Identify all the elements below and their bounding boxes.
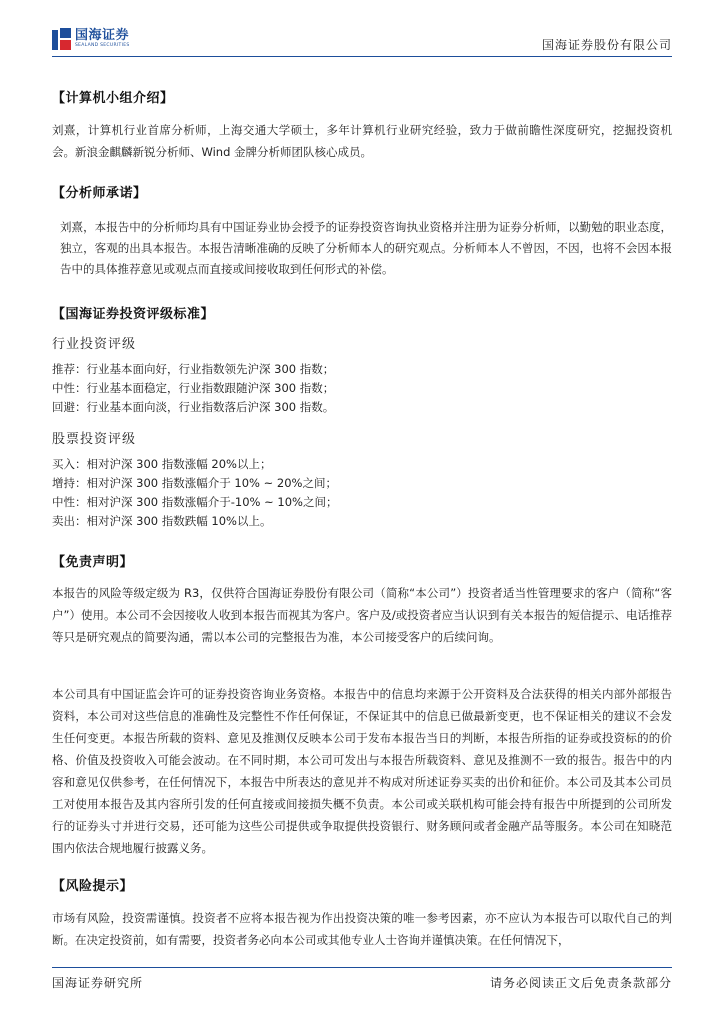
section-title-risk: 【风险提示】 [52,879,134,894]
team-intro-paragraph: 刘熹，计算机行业首席分析师，上海交通大学硕士，多年计算机行业研究经验，致力于做前瞻性深度研究，挖掘投资机会。新浪金麒麟新锐分析师、Wind 金牌分析师团队核心成员。 [52,123,672,159]
footer-institute: 国海证券研究所 [52,976,144,990]
logo-text-cn: 国海证券 [75,28,130,44]
stock-rating-line: 增持：相对沪深 300 指数涨幅介于 10% ~ 20%之间； [52,476,337,490]
section-title-rating: 【国海证券投资评级标准】 [52,307,215,322]
header-company-name: 国海证券股份有限公司 [541,38,672,52]
industry-rating-title: 行业投资评级 [52,337,137,352]
footer-divider [52,967,672,968]
logo-icon [52,28,71,50]
disclaimer-paragraph-2: 本公司具有中国证监会许可的证券投资咨询业务资格。本报告中的信息均来源于公开资料及合法获得的相关内部外部报告资料，本公司对这些信息的准确性及完整性不作任何保证，不保证其中的信息已做最新变更，也不保证相关的建议不会发生任何变更。本报告所载的资料、意见及推测仅反映本公司于发布本报告当日的判断，本报告所指的证券或投资标的的价格、价值及投资收入可能会波动。在不同时期，本公司可发出与本报告所载资料、意见及推测不一致的报告。报告中的内容和意见仅供参考，在任何情况下，本报告中所表达的意见并不构成对所述证券买卖的出价和征价。本公司及其本公司员工对使用本报告及其内容所引发的任何直接或间接损失概不负责。本公司或关联机构可能会持有报告中所提到的公司所发行的证券头寸并进行交易，还可能为这些公司提供或争取提供投资银行、财务顾问或者金融产品等服务。本公司在知晓范围内依法合规地履行披露义务。 [52,687,672,855]
footer-notice: 请务必阅读正文后免责条款部分 [489,976,672,990]
logo-text-en: SEALAND SECURITIES [75,43,130,49]
commitment-paragraph: 刘熹，本报告中的分析师均具有中国证券业协会授予的证券投资咨询执业资格并注册为证券分析师，以勤勉的职业态度，独立，客观的出具本报告。本报告清晰准确的反映了分析师本人的研究观点。分析师本人不曾因，不因，也将不会因本报告中的具体推荐意见或观点而直接或间接收取到任何形式的补偿。 [60,220,672,276]
industry-rating-line: 回避：行业基本面向淡，行业指数落后沪深 300 指数。 [52,400,335,414]
section-title-commitment: 【分析师承诺】 [52,186,147,201]
header-divider [52,56,672,57]
disclaimer-paragraph-1: 本报告的风险等级定级为 R3，仅供符合国海证券股份有限公司（简称“本公司”）投资者适当性管理要求的客户（简称“客户”）使用。本公司不会因接收人收到本报告而视其为客户。客户及/或投资者应当认识到有关本报告的短信提示、电话推荐等只是研究观点的简要沟通，需以本公司的完整报告为准，本公司接受客户的后续问询。 [52,586,672,644]
section-title-disclaimer: 【免责声明】 [52,555,134,570]
stock-rating-title: 股票投资评级 [52,432,137,447]
industry-rating-line: 中性：行业基本面稳定，行业指数跟随沪深 300 指数； [52,381,335,395]
stock-rating-line: 卖出：相对沪深 300 指数跌幅 10%以上。 [52,514,272,528]
stock-rating-line: 中性：相对沪深 300 指数涨幅介于-10% ~ 10%之间； [52,495,338,509]
page-header [52,28,672,54]
industry-rating-line: 推荐：行业基本面向好，行业指数领先沪深 300 指数； [52,362,335,376]
section-title-team: 【计算机小组介绍】 [52,91,174,106]
company-logo [52,28,130,50]
risk-paragraph: 市场有风险，投资需谨慎。投资者不应将本报告视为作出投资决策的唯一参考因素，亦不应认为本报告可以取代自己的判断。在决定投资前，如有需要，投资者务必向本公司或其他专业人士咨询并谨慎决策。在任何情况下， [52,911,672,947]
stock-rating-line: 买入：相对沪深 300 指数涨幅 20%以上； [52,457,272,471]
